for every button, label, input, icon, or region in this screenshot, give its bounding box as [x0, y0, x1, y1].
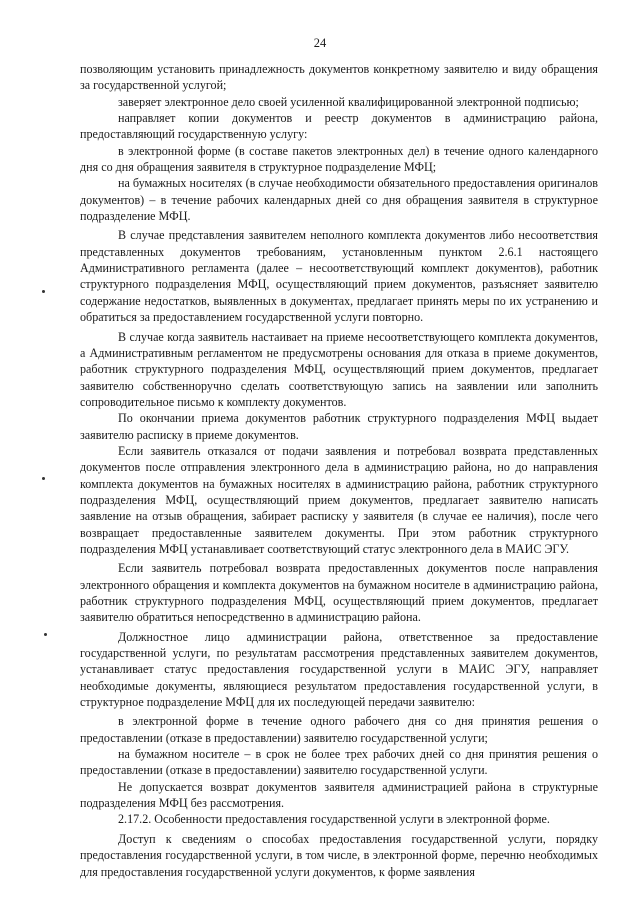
paragraph: По окончании приема документов работник структурного подразделения МФЦ выдает заявителю расписку в приеме документов. — [80, 411, 598, 442]
paragraph: Не допускается возврат документов заявителя администрацией района в структурные подразделения МФЦ без рассмотрения. — [80, 779, 598, 811]
scan-speck — [42, 477, 45, 480]
paragraph: 2.17.2. Особенности предоставления государственной услуги в электронной форме. — [118, 812, 550, 827]
paragraph: Если заявитель отказался от подачи заявления и потребовал возврата представленных документов после отправления электронного дела в администрацию района, но до направления комплекта документов на бумажных носителях в администрацию района, работник структурного подразделения МФЦ, осуществляющий прием документов, предлагает заявителю написать заявление на отзыв обращения, забирает расписку у заявителя (в случае ее наличия), после чего возвращает предоставленные заявителем документы. При этом работник структурного подразделения МФЦ устанавливает соответствующий статус электронного дела в МАИС ЭГУ. — [80, 443, 598, 556]
paragraph: направляет копии документов и реестр документов в администрацию района, предоставляющий государственную услугу: — [80, 111, 598, 142]
paragraph: позволяющим установить принадлежность документов конкретному заявителю и виду обращения за государственной услугой; — [80, 62, 598, 93]
paragraph: Если заявитель потребовал возврата предоставленных документов после направления электронного обращения и комплекта документов на бумажном носителе в администрацию района, работник структурного подразделения МФЦ, осуществляющий прием документов, предлагает заявителю обратиться непосредственно в администрацию района. — [80, 561, 598, 625]
paragraph: в электронной форме (в составе пакетов электронных дел) в течение одного календарного дня со дня обращения заявителя в структурное подразделение МФЦ; — [80, 143, 598, 175]
paragraph: В случае когда заявитель настаивает на приеме несоответствующего комплекта документов, а Административным регламентом не предусмотрены основания для отказа в приеме документов, работник структурного подразделения МФЦ, осуществляющий прием документов, предлагает заявителю собственноручно сделать соответствующую запись на заявлении или заполнить сопроводительное письмо к комплекту документов. — [80, 329, 598, 409]
paragraph: заверяет электронное дело своей усиленной квалифицированной электронной подписью; — [118, 94, 579, 109]
page-number: 24 — [313, 36, 327, 50]
paragraph: В случае представления заявителем неполного комплекта документов либо несоответствия представленных документов требованиям, установленным пунктом 2.6.1 настоящего Административного регламента (далее – несоответствующий комплект документов), работник структурного подразделения МФЦ, осуществляющий прием документов, разъясняет заявителю содержание недостатков, выявленных в документах, предлагает принять меры по их устранению и обратиться за предоставлением государственной услуги повторно. — [80, 228, 598, 325]
scan-speck — [42, 290, 45, 293]
paragraph: на бумажном носителе – в срок не более трех рабочих дней со дня принятия решения о предоставлении (отказе в предоставлении) заявителю государственной услуги. — [80, 747, 598, 778]
paragraph: на бумажных носителях (в случае необходимости обязательного предоставления оригиналов документов) – в течение рабочих календарных дней со дня обращения заявителя в структурное подразделение МФЦ. — [80, 176, 598, 224]
scan-speck — [44, 633, 47, 636]
paragraph: Доступ к сведениям о способах предоставления государственной услуги, порядку предоставления государственной услуги, в том числе, в электронной форме, перечню необходимых для предоставления государственной услуги документов, к форме заявления — [80, 831, 598, 879]
paragraph: в электронной форме в течение одного рабочего дня со дня принятия решения о предоставлении (отказе в предоставлении) заявителю государственной услуги; — [80, 714, 598, 745]
paragraph: Должностное лицо администрации района, ответственное за предоставление государственной услуги, по результатам рассмотрения представленных заявителем документов, устанавливает статус предоставления государственной услуги в МАИС ЭГУ, направляет необходимые документы, являющиеся результатом предоставления государственной услуги, в структурное подразделение МФЦ для их последующей передачи заявителю: — [80, 629, 598, 710]
document-body — [80, 61, 598, 880]
